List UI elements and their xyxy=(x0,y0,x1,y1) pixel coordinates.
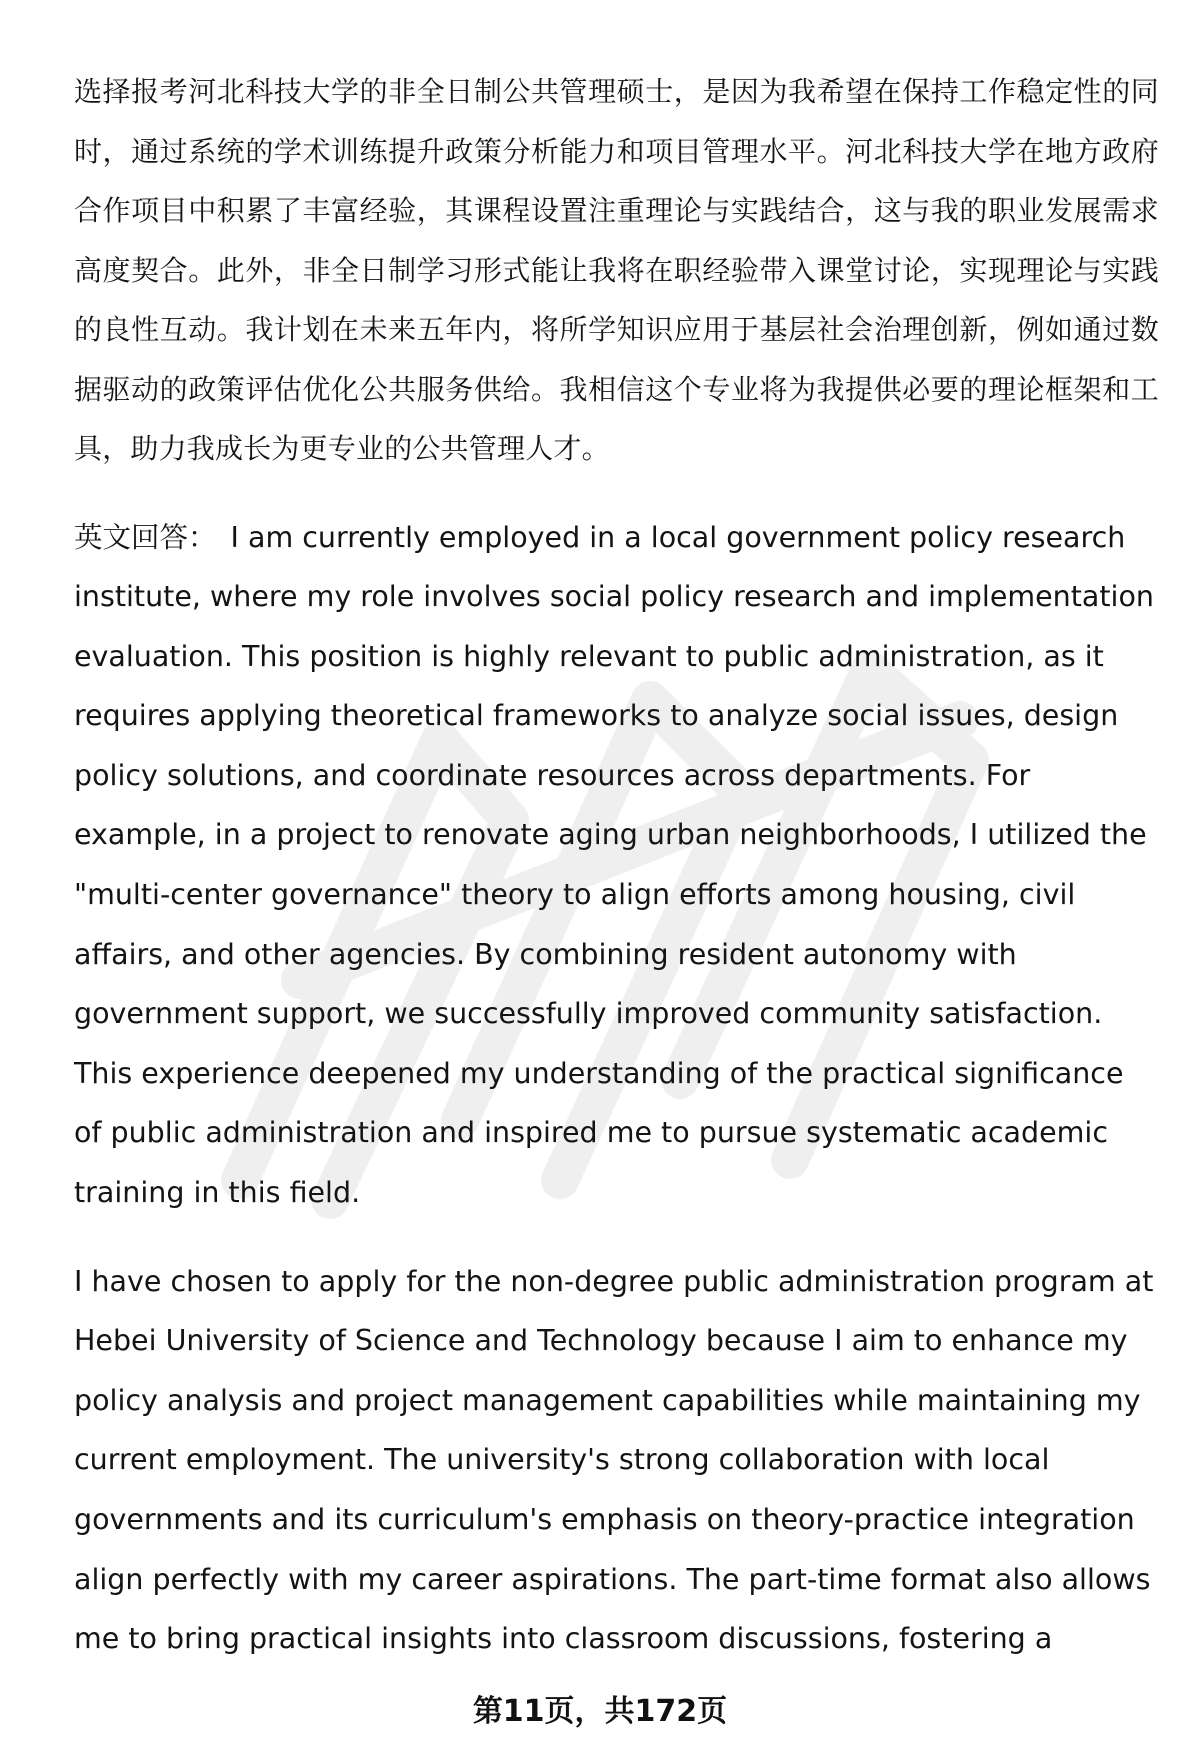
chinese-answer-paragraph: 选择报考河北科技大学的非全日制公共管理硕士，是因为我希望在保持工作稳定性的同时，通过系统的学术训练提升政策分析能力和项目管理水平。河北科技大学在地方政府合作项目中积累了丰富经验，其课程设置注重理论与实践结合，这与我的职业发展需求高度契合。此外，非全日制学习形式能让我将在职经验带入课堂讨论，实现理论与实践的良性互动。我计划在未来五年内，将所学知识应用于基层社会治理创新，例如通过数据驱动的政策评估优化公共服务供给。我相信这个专业将为我提供必要的理论框架和工具，助力我成长为更专业的公共管理人才。 xyxy=(74,75,1159,465)
english-answer-text: I am currently employed in a local government policy research institute, where my role involves social policy research and implementation evaluation. This position is highly relevant to public administration, as it requires applying theoretical frameworks to analyze social issues, design policy solutions, and coordinate resources across departments. For example, in a project to renovate aging urban neighborhoods, I utilized the "multi-center governance" theory to align efforts among housing, civil affairs, and other agencies. By combining resident autonomy with government support, we successfully improved community satisfaction. This experience deepened my understanding of the practical significance of public administration and inspired me to pursue systematic academic training in this field. xyxy=(74,520,1154,1210)
document-body xyxy=(74,62,1159,1698)
page-number-footer: 第11页，共172页 xyxy=(472,1694,728,1729)
english-motivation-paragraph: I have chosen to apply for the non-degree public administration program at Hebei University of Science and Technology because I aim to enhance my policy analysis and project management capabilities while maintaining my current employment. The university's strong collaboration with local governments and its curriculum's emphasis on theory-practice integration align perfectly with my career aspirations. The part-time format also allows me to bring practical insights into classroom discussions, fostering a xyxy=(74,1264,1154,1656)
english-answer-paragraph xyxy=(74,508,1159,1223)
english-answer-label: 英文回答： xyxy=(74,520,217,554)
